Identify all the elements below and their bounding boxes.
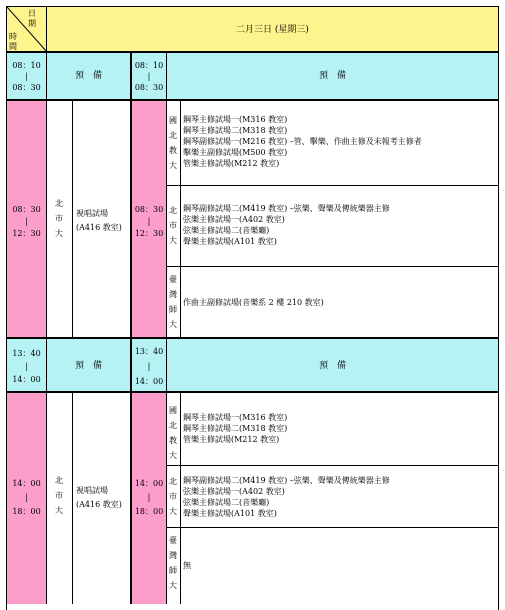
s2-g3-lines: 無: [183, 561, 191, 570]
s2-school: 北 市 大: [55, 476, 63, 515]
hline-session1: [6, 337, 499, 339]
s1-g1-school: 國 北 教 大: [169, 116, 177, 170]
vline-time-left: [46, 6, 47, 604]
s2-g3-school: 臺 灣 師 大: [169, 536, 177, 590]
hline-s1-g2: [167, 266, 499, 267]
hline-s2-g2: [167, 527, 499, 528]
s2-time-right: 14：00 | 18：00: [134, 479, 164, 516]
s1-time-right: 08：30 | 12：30: [134, 205, 164, 238]
s2-room: 視唱試場 (A416 教室): [76, 486, 122, 509]
prep1-label-right: 預 備: [318, 71, 346, 81]
s1-g1-lines: 鋼琴主修試場一(M316 教室) 鋼琴主修試場二(M318 教室) 鋼琴副修試場一(M216 教室) –管、擊樂、作曲主修及未報考主修者 擊樂主副修試場(M500 教室) 管樂主修試場(M212 教室): [183, 115, 422, 168]
hline-header: [6, 51, 499, 53]
date-title: 二月三日 (星期三): [236, 25, 309, 35]
prep1-time-left: 08：10 | 08：30: [12, 61, 41, 92]
hline-prep1: [6, 99, 499, 101]
s1-time-left: 08：30 | 12：30: [12, 205, 41, 238]
prep2-time-right: 13：40 | 14：00: [134, 347, 164, 386]
vline-group-s2: [180, 392, 181, 604]
s2-time-left: 14：00 | 18：00: [12, 479, 41, 516]
prep1-time-right: 08：10 | 08：30: [134, 61, 164, 92]
corner-date-label: 日 期: [28, 9, 36, 28]
s2-g1-lines: 鋼琴主修試場一(M316 教室) 鋼琴主修試場二(M318 教室) 管樂主修試場(M212 教室): [183, 413, 288, 444]
s1-school: 北 市 大: [55, 199, 63, 238]
vline-group-s1: [180, 100, 181, 338]
vline-school-s2: [72, 392, 73, 604]
corner-time-label: 時 間: [9, 32, 17, 51]
s2-g1-school: 國 北 教 大: [169, 406, 177, 460]
table-border: [6, 6, 499, 610]
vline-mid-prep1: [130, 52, 132, 338]
prep2-time-left: 13：40 | 14：00: [12, 349, 41, 384]
s1-g3-school: 臺 灣 師 大: [169, 275, 177, 329]
hline-prep2: [6, 391, 499, 393]
s1-g3-lines: 作曲主副修試場(音樂系 2 樓 210 教室): [183, 298, 324, 307]
hline-s1-g1: [167, 185, 499, 186]
prep2-label-right: 預 備: [318, 361, 346, 371]
s1-g2-school: 北 市 大: [169, 206, 177, 245]
prep2-label-left: 預 備: [74, 361, 102, 371]
s2-g2-school: 北 市 大: [169, 477, 177, 516]
hline-s2-g1: [167, 465, 499, 466]
vline-school-s1: [72, 100, 73, 338]
s1-room: 視唱試場 (A416 教室): [76, 209, 122, 232]
s2-g2-lines: 鋼琴副修試場二(M419 教室) –弦樂、聲樂及傳統樂器主修 弦樂主修試場一(A402 教室) 弦樂主修試場二(音樂廳) 聲樂主修試場(A101 教室): [183, 476, 390, 518]
s1-g2-lines: 鋼琴副修試場二(M419 教室) –弦樂、聲樂及傳統樂器主修 弦樂主修試場一(A402 教室) 弦樂主修試場二(音樂廳) 聲樂主修試場(A101 教室): [183, 204, 390, 246]
prep1-label-left: 預 備: [74, 71, 102, 81]
